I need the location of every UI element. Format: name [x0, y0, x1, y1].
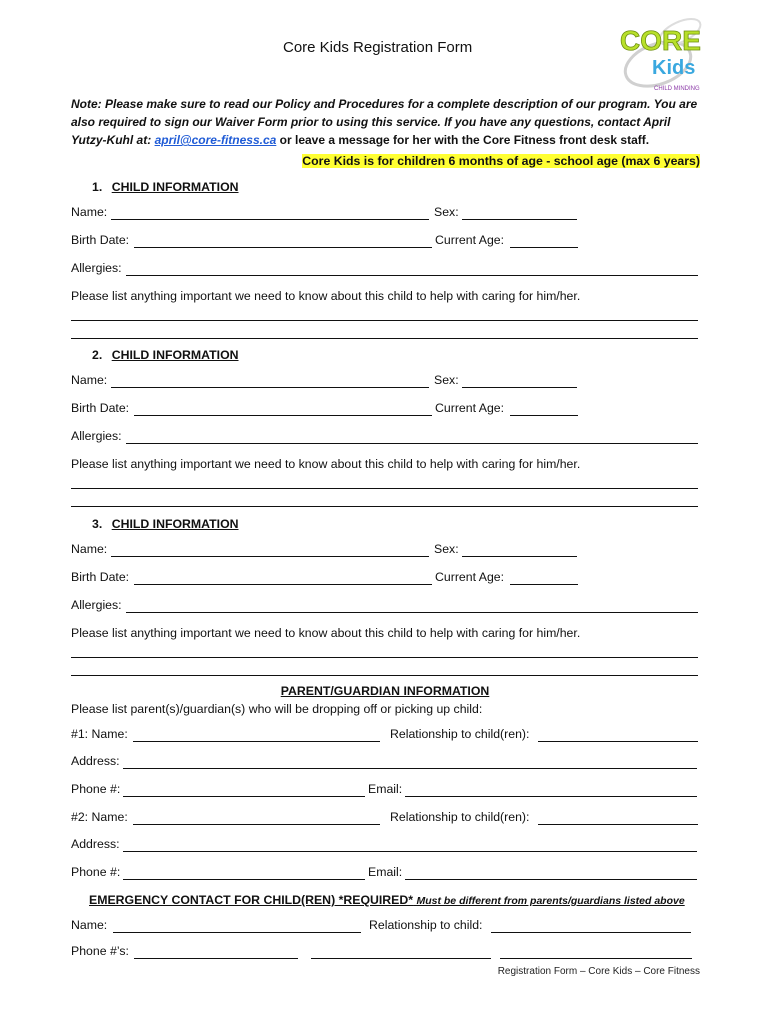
- child-important-field-1[interactable]: [71, 657, 698, 658]
- child-section-number: 1.: [92, 180, 103, 194]
- child-name-field[interactable]: [111, 219, 429, 220]
- age-notice-text: Core Kids is for children 6 months of age - school age (max 6 years): [302, 154, 700, 168]
- child-sex-label: Sex:: [434, 542, 459, 556]
- age-notice: [302, 154, 700, 168]
- child-birth-date-field[interactable]: [134, 584, 432, 585]
- page-title: Core Kids Registration Form: [283, 39, 473, 56]
- child-name-label: Name:: [71, 373, 108, 387]
- child-name-field[interactable]: [111, 556, 429, 557]
- child-allergies-label: Allergies:: [71, 598, 122, 612]
- child-allergies-field[interactable]: [126, 275, 698, 276]
- parent-1-address-field[interactable]: [123, 768, 697, 769]
- child-birth-date-label: Birth Date:: [71, 233, 130, 247]
- emergency-heading: [89, 893, 685, 907]
- parent-2-phone-field[interactable]: [123, 879, 365, 880]
- emergency-phone-3-field[interactable]: [500, 958, 692, 959]
- child-current-age-label: Current Age:: [435, 570, 505, 584]
- emergency-phone-2-field[interactable]: [311, 958, 491, 959]
- child-birth-date-label: Birth Date:: [71, 570, 130, 584]
- note-text-after: or leave a message for her with the Core Fitness front desk staff.: [276, 133, 650, 147]
- child-section-heading: [92, 517, 239, 531]
- parent-2-email-field[interactable]: [405, 879, 697, 880]
- child-important-label: Please list anything important we need to know about this child to help with caring for him/her.: [71, 626, 581, 640]
- child-sex-label: Sex:: [434, 205, 459, 219]
- emergency-phone-1-field[interactable]: [134, 958, 298, 959]
- child-current-age-label: Current Age:: [435, 401, 505, 415]
- child-important-label: Please list anything important we need to know about this child to help with caring for him/her.: [71, 289, 581, 303]
- logo-core-text: CORE: [620, 25, 701, 56]
- parent-1-relationship-label: Relationship to child(ren):: [390, 727, 530, 741]
- child-section-number: 2.: [92, 348, 103, 362]
- child-allergies-field[interactable]: [126, 443, 698, 444]
- child-birth-date-field[interactable]: [134, 247, 432, 248]
- emergency-heading-note: Must be different from parents/guardians listed above: [416, 895, 685, 907]
- child-allergies-label: Allergies:: [71, 261, 122, 275]
- child-sex-field[interactable]: [462, 219, 577, 220]
- child-allergies-field[interactable]: [126, 612, 698, 613]
- child-important-field-1[interactable]: [71, 488, 698, 489]
- page-footer: Registration Form – Core Kids – Core Fitness: [497, 966, 700, 977]
- parent-2-address-field[interactable]: [123, 851, 697, 852]
- child-name-field[interactable]: [111, 387, 429, 388]
- parent-1-phone-label: Phone #:: [71, 782, 121, 796]
- child-sex-field[interactable]: [462, 387, 577, 388]
- child-section-title: CHILD INFORMATION: [111, 180, 239, 194]
- parent-1-phone-field[interactable]: [123, 796, 365, 797]
- child-current-age-field[interactable]: [510, 415, 578, 416]
- parent-1-relationship-field[interactable]: [538, 741, 698, 742]
- parent-2-email-label: Email:: [368, 865, 403, 879]
- child-section-title: CHILD INFORMATION: [111, 348, 239, 362]
- parent-1-name-label: #1: Name:: [71, 727, 128, 741]
- emergency-name-label: Name:: [71, 918, 108, 932]
- parent-2-phone-label: Phone #:: [71, 865, 121, 879]
- child-birth-date-label: Birth Date:: [71, 401, 130, 415]
- note-paragraph: [71, 95, 701, 149]
- parent-2-name-label: #2: Name:: [71, 810, 128, 824]
- parent-1-email-field[interactable]: [405, 796, 697, 797]
- child-sex-label: Sex:: [434, 373, 459, 387]
- contact-email-link[interactable]: april@core-fitness.ca: [154, 133, 277, 147]
- core-kids-logo: [610, 12, 720, 94]
- child-section-title: CHILD INFORMATION: [111, 517, 239, 531]
- child-name-label: Name:: [71, 205, 108, 219]
- child-important-field-1[interactable]: [71, 320, 698, 321]
- child-current-age-field[interactable]: [510, 584, 578, 585]
- child-current-age-field[interactable]: [510, 247, 578, 248]
- parent-2-relationship-field[interactable]: [538, 824, 698, 825]
- parent-1-email-label: Email:: [368, 782, 403, 796]
- child-name-label: Name:: [71, 542, 108, 556]
- child-important-field-2[interactable]: [71, 338, 698, 339]
- emergency-relationship-label: Relationship to child:: [369, 918, 483, 932]
- parent-2-relationship-label: Relationship to child(ren):: [390, 810, 530, 824]
- parent-instruction: Please list parent(s)/guardian(s) who will be dropping off or picking up child:: [71, 702, 483, 716]
- parent-1-name-field[interactable]: [133, 741, 380, 742]
- child-important-field-2[interactable]: [71, 506, 698, 507]
- child-sex-field[interactable]: [462, 556, 577, 557]
- parent-2-address-label: Address:: [71, 837, 120, 851]
- logo-sub-text: CHILD MINDING: [654, 86, 700, 92]
- parent-section-heading: PARENT/GUARDIAN INFORMATION: [280, 684, 490, 698]
- parent-2-name-field[interactable]: [133, 824, 380, 825]
- emergency-relationship-field[interactable]: [491, 932, 691, 933]
- child-allergies-label: Allergies:: [71, 429, 122, 443]
- child-section-heading: [92, 348, 239, 362]
- logo-kids-text: Kids: [652, 57, 696, 79]
- emergency-heading-text: EMERGENCY CONTACT FOR CHILD(REN) *REQUIRED*: [89, 893, 414, 907]
- emergency-phones-label: Phone #’s:: [71, 944, 129, 958]
- child-current-age-label: Current Age:: [435, 233, 505, 247]
- parent-1-address-label: Address:: [71, 754, 120, 768]
- parent-1-name-row: [71, 727, 128, 741]
- note-text-before: Note: Please make sure to read our Policy and Procedures for a complete description of our program. You are also required to sign our Waiver Form prior to using this service. If you have any questions, contact April Yutzy-Kuhl at:: [71, 97, 698, 147]
- child-section-heading: [92, 180, 239, 194]
- child-section-number: 3.: [92, 517, 103, 531]
- child-important-label: Please list anything important we need to know about this child to help with caring for him/her.: [71, 457, 581, 471]
- child-birth-date-field[interactable]: [134, 415, 432, 416]
- emergency-name-field[interactable]: [113, 932, 361, 933]
- child-important-field-2[interactable]: [71, 675, 698, 676]
